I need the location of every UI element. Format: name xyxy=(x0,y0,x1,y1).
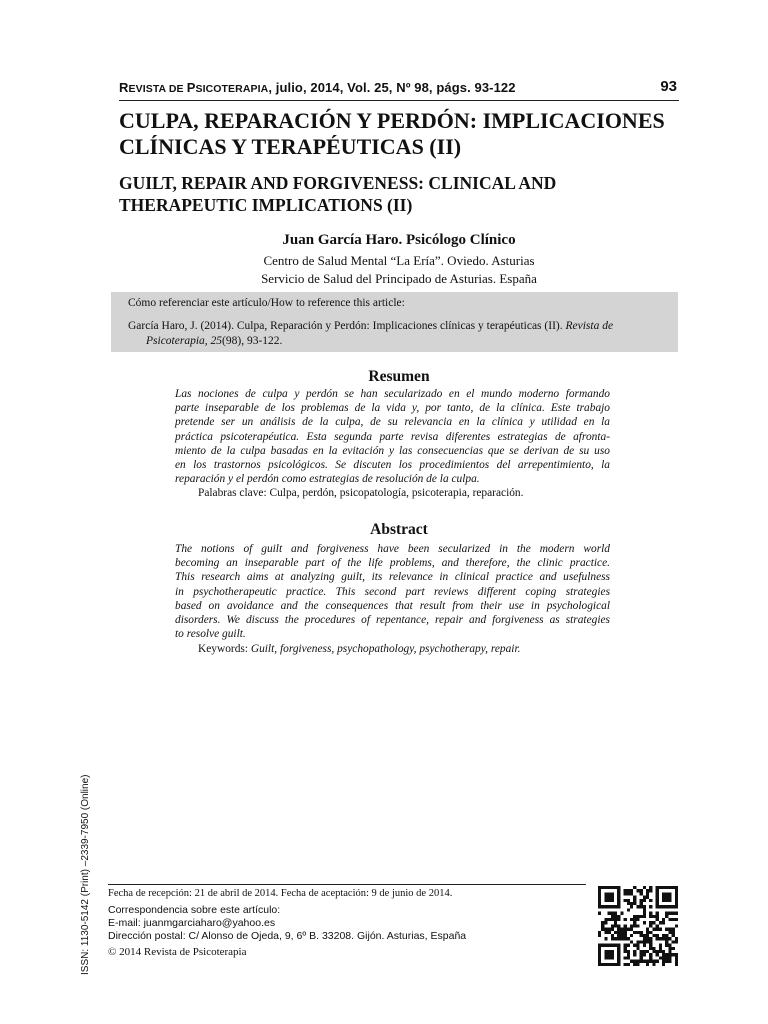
resumen-line: práctica psicoterapéutica. Esta segunda parte revisa diferentes estrategias de afronta- xyxy=(175,430,610,443)
keywords-en: Guilt, forgiveness, psychopathology, psychotherapy, repair. xyxy=(250,643,521,655)
citation-text xyxy=(128,319,668,349)
journal-issue-info: , julio, 2014, Vol. 25, Nº 98, págs. 93-122 xyxy=(268,80,516,95)
title-spanish-line-1: CULPA, REPARACIÓN Y PERDÓN: IMPLICACIONES xyxy=(119,108,665,133)
citation-pages: (98), 93-122. xyxy=(222,335,283,347)
abstract-keywords xyxy=(198,643,521,655)
footer-divider xyxy=(108,884,586,885)
correspondence-label: Correspondencia sobre este artículo: xyxy=(108,904,281,916)
title-english-line-1: GUILT, REPAIR AND FORGIVENESS: CLINICAL AND xyxy=(119,173,557,193)
journal-initial-p: P xyxy=(186,80,196,95)
title-english xyxy=(119,172,679,216)
abstract-line: to resolve guilt. xyxy=(175,628,246,641)
resumen-body xyxy=(175,387,610,486)
title-spanish xyxy=(119,108,699,160)
citation-journal-2: Psicoterapia, 25 xyxy=(146,335,223,347)
citation-journal-1: Revista de xyxy=(565,320,614,332)
abstract-line: This research aims at analyzing guilt, its relevance in clinical practice and usefulness xyxy=(175,571,610,584)
resumen-heading: Resumen xyxy=(368,368,430,385)
qr-code-icon xyxy=(598,886,678,966)
reception-dates: Fecha de recepción: 21 de abril de 2014. Fecha de aceptación: 9 de junio de 2014. xyxy=(108,888,453,899)
journal-smallcaps-1: EVISTA DE xyxy=(128,83,187,95)
resumen-line: miento de la culpa basadas en la evitación y las consecuencias que se derivan de su uso xyxy=(175,444,610,457)
citation-label: Cómo referenciar este artículo/How to reference this article: xyxy=(128,297,405,309)
abstract-heading: Abstract xyxy=(370,521,428,538)
journal-header xyxy=(119,80,516,95)
abstract-line: disorders. We discuss the procedures of repentance, repair and forgiveness as strategies xyxy=(175,614,610,627)
title-english-line-2: THERAPEUTIC IMPLICATIONS (II) xyxy=(119,195,413,215)
resumen-keywords xyxy=(198,487,523,499)
resumen-line: pretende ser un análisis de la culpa, de su relevancia en la clínica y utilidad en la xyxy=(175,416,610,429)
resumen-line: en los trastornos psicológicos. Se discuten los procedimientos del arrepentimiento, la xyxy=(175,459,610,472)
copyright: © 2014 Revista de Psicoterapia xyxy=(108,946,247,958)
postal-address: Dirección postal: C/ Alonso de Ojeda, 9, 6º B. 33208. Gijón. Asturias, España xyxy=(108,930,467,942)
abstract-line: becoming an inseparable part of the life problems, and therefore, the clinic practice. xyxy=(175,557,610,570)
abstract-line: The notions of guilt and forgiveness have been secularized in the modern world xyxy=(175,543,610,555)
affiliation-line-1: Centro de Salud Mental “La Ería”. Oviedo. Asturias xyxy=(263,253,535,268)
citation-reference: García Haro, J. (2014). Culpa, Reparación y Perdón: Implicaciones clínicas y terapéuticas (II). xyxy=(128,320,566,332)
issn-vertical: ISSN: 1130-5142 (Print) –2339-7950 (Online) xyxy=(80,774,91,975)
resumen-line: parte inseparable de los problemas de la vida y, por tanto, de la clínica. Este trabajo xyxy=(175,402,610,415)
title-spanish-line-2: CLÍNICAS Y TERAPÉUTICAS (II) xyxy=(119,134,462,159)
keywords-label-en: Keywords: xyxy=(198,643,251,655)
author-name: Juan García Haro. Psicólogo Clínico xyxy=(282,232,516,248)
resumen-line: Las nociones de culpa y perdón se han secularizado en el mundo moderno formando xyxy=(175,388,610,400)
abstract-line: based on avoidance and the consequences that result from their use in psychological xyxy=(175,599,610,612)
abstract-line: in psychotherapeutic practice. This second part reviews different coping strategies xyxy=(175,585,610,598)
citation-hang-line xyxy=(128,334,668,349)
correspondence-email: E-mail: juanmgarciaharo@yahoo.es xyxy=(108,917,276,929)
citation-box xyxy=(111,292,678,352)
keywords-es: Culpa, perdón, psicopatología, psicoterapia, reparación. xyxy=(269,487,524,499)
affiliation-line-2: Servicio de Salud del Principado de Asturias. España xyxy=(261,271,537,286)
journal-smallcaps-2: SICOTERAPIA xyxy=(195,83,269,95)
journal-initial-r: R xyxy=(119,80,129,95)
running-head xyxy=(119,78,679,101)
keywords-label-es: Palabras clave: xyxy=(198,487,270,499)
abstract-body xyxy=(175,542,610,641)
page-number: 93 xyxy=(660,78,677,95)
resumen-line: reparación y el perdón como estrategias de resolución de la culpa. xyxy=(175,473,480,486)
